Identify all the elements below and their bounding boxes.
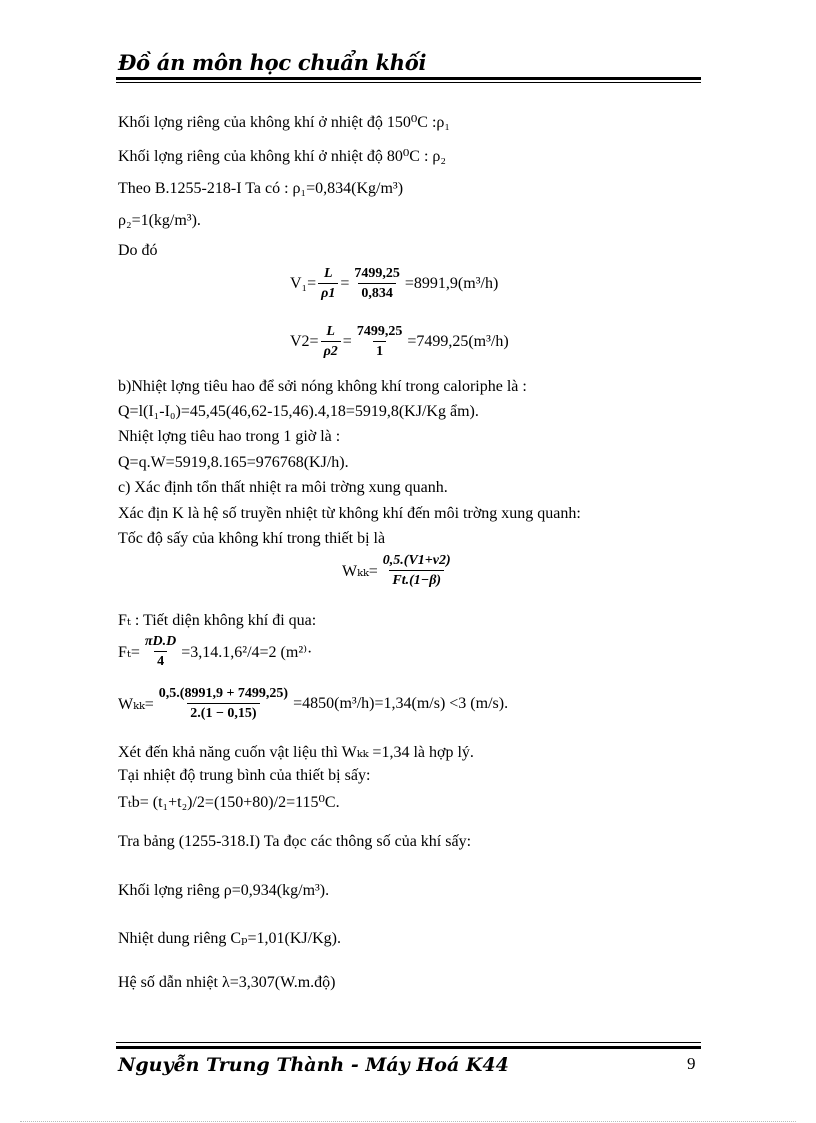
text-line: Do đó — [118, 242, 158, 259]
text-line: Fₜ : Tiết diện không khí đi qua: — [118, 612, 317, 629]
text-line: Hệ số dẫn nhiệt λ=3,307(W.m.độ) — [118, 974, 336, 991]
denominator: Ft.(1−β) — [389, 570, 444, 589]
formula-ft-rhs: =3,14.1,6²/4=2 (m²⁾· — [181, 644, 313, 661]
text-line: Xác địn K là hệ số truyền nhiệt từ không khí đến môi trờng xung quanh: — [118, 505, 581, 522]
fraction — [321, 324, 341, 360]
formula-wkk-numeric — [118, 686, 508, 722]
formula-v2-rhs: =7499,25(m³/h) — [407, 333, 509, 350]
text-line: Khối lợng riêng của không khí ở nhiệt độ 80⁰C : ρ₂ — [118, 148, 446, 165]
denominator: 2.(1 − 0,15) — [187, 703, 259, 722]
text-line: Tốc độ sấy của không khí trong thiết bị là — [118, 530, 386, 547]
denominator: ρ2 — [321, 341, 341, 360]
numerator: L — [323, 266, 333, 281]
text-line: Q=l(I₁-I₀)=45,45(46,62-15,46).4,18=5919,8(KJ/Kg ẩm). — [118, 403, 479, 420]
fraction — [380, 553, 454, 589]
fraction — [354, 324, 406, 360]
fraction — [142, 634, 179, 670]
text-line: Tₜb= (t₁+t₂)/2=(150+80)/2=115⁰C. — [118, 794, 340, 811]
denominator: ρ1 — [318, 283, 338, 302]
footer-rule-thin — [116, 1042, 701, 1043]
text-line: Nhiệt dung riêng Cₚ=1,01(KJ/Kg). — [118, 930, 341, 947]
formula-wkk-lhs: Wₖₖ= — [342, 563, 378, 580]
text-line: c) Xác định tổn thất nhiệt ra môi trờng xung quanh. — [118, 479, 448, 496]
text-line: Tại nhiệt độ trung bình của thiết bị sấy: — [118, 767, 371, 784]
numerator: 0,5.(8991,9 + 7499,25) — [158, 686, 289, 701]
text-line: Xét đến khả năng cuốn vật liệu thì Wₖₖ =1,34 là hợp lý. — [118, 744, 474, 761]
text-line: Khối lợng riêng ρ=0,934(kg/m³). — [118, 882, 330, 899]
page-number: 9 — [687, 1054, 696, 1073]
formula-wkk — [342, 553, 456, 589]
numerator: 7499,25 — [356, 324, 403, 339]
formula-v1-lhs: V₁= — [290, 275, 317, 292]
fraction — [156, 686, 291, 722]
text-line: ρ₂=1(kg/m³). — [118, 212, 201, 229]
formula-wkk2-lhs: Wₖₖ= — [118, 696, 154, 713]
text-line: Tra bảng (1255-318.I) Ta đọc các thông số của khí sấy: — [118, 833, 472, 850]
text-line: Theo B.1255-218-I Ta có : ρ₁=0,834(Kg/m³) — [118, 180, 404, 197]
formula-ft-lhs: Fₜ= — [118, 644, 140, 661]
numerator: 0,5.(V1+v2) — [382, 553, 451, 568]
page-bottom-dotted-line — [20, 1121, 796, 1122]
denominator: 0,834 — [358, 283, 396, 302]
formula-v2-lhs: V2= — [290, 333, 319, 350]
text-line: b)Nhiệt lợng tiêu hao để sởi nóng không khí trong caloriphe là : — [118, 378, 527, 395]
formula-v2: V2= $\frac{L}{\rho 2}$ = $\frac{7499,25}{1}$ =7499,25(m³/h) — [290, 324, 509, 359]
footer-author: Nguyễn Trung Thành - Máy Hoá K44 — [118, 1054, 509, 1076]
denominator: 4 — [154, 651, 167, 670]
text-line: Nhiệt lợng tiêu hao trong 1 giờ là : — [118, 428, 341, 445]
formula-v1: V₁= $\frac{L}{\rho 1}$ = $\frac{7499,25}{0,834}$ =8991,9(m³/h) — [290, 266, 499, 301]
numerator: πD.D — [144, 634, 177, 649]
text-line: Khối lợng riêng của không khí ở nhiệt độ 150⁰C :ρ₁ — [118, 114, 450, 131]
formula-wkk2-rhs: =4850(m³/h)=1,34(m/s) <3 (m/s). — [293, 695, 509, 712]
footer-rule-thick — [116, 1046, 701, 1049]
formula-ft — [118, 634, 312, 670]
formula-v1-rhs: =8991,9(m³/h) — [404, 275, 499, 292]
numerator: 7499,25 — [354, 266, 400, 281]
text-line: Q=q.W=5919,8.165=976768(KJ/h). — [118, 454, 349, 471]
header-rule-thick — [116, 77, 701, 80]
denominator: 1 — [373, 341, 386, 360]
header-rule-thin — [116, 82, 701, 83]
fraction — [318, 266, 338, 302]
numerator: L — [326, 324, 335, 339]
page-header-title: Đồ án môn học chuẩn khối — [118, 50, 427, 75]
fraction — [351, 266, 403, 302]
